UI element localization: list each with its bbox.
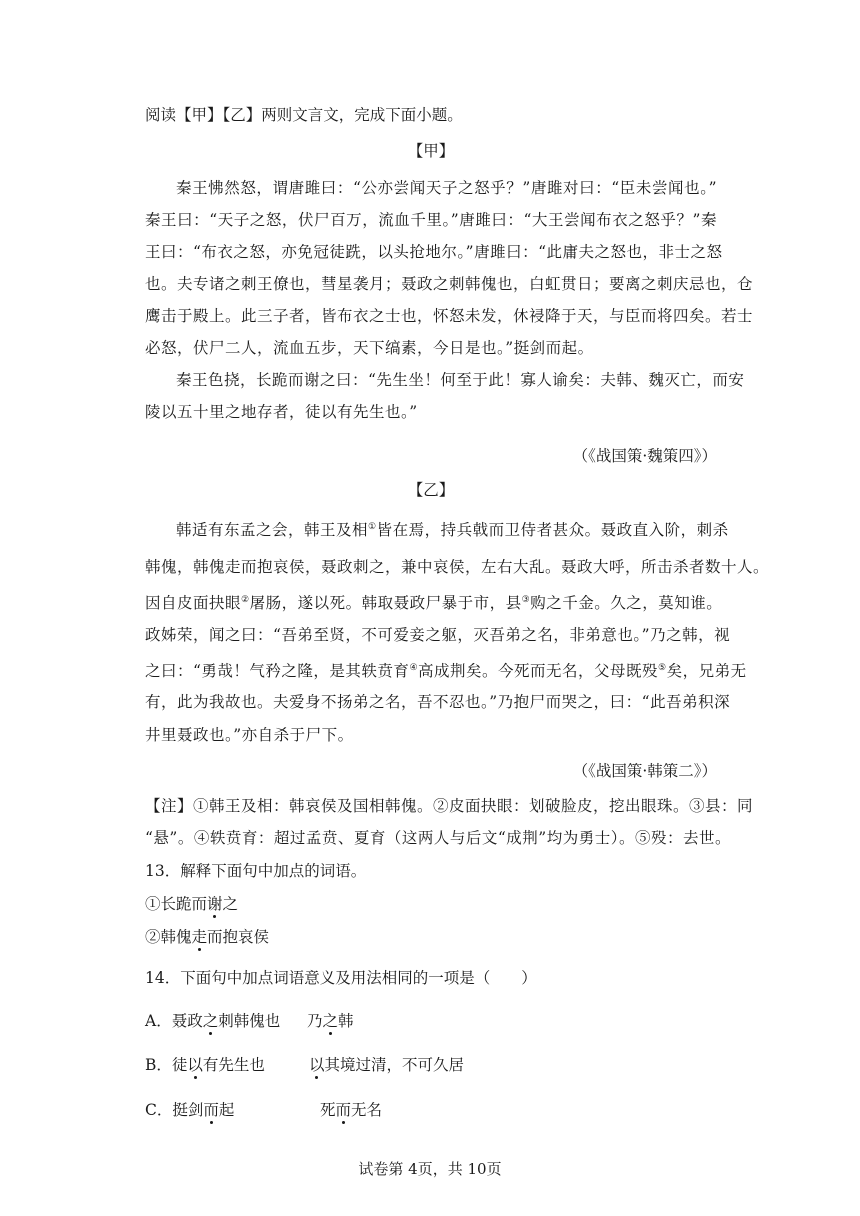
yi-line-2: 韩傀，韩傀走而抱哀侯，聂政刺之，兼中哀侯，左右大乱。聂政大呼，所击杀者数十人。 xyxy=(145,558,770,576)
yi-line-4: 政姊荣，闻之曰：“吾弟至贤，不可爱妾之躯，灭吾弟之名，非弟意也。”乃之韩，视 xyxy=(145,626,731,644)
yi-line-7: 井里聂政也。”亦自杀于尸下。 xyxy=(145,726,354,744)
option-a: A．聂政之刺韩傀也 xyxy=(145,1012,281,1030)
option-c-sentence-2: 死而无名 xyxy=(320,1101,383,1119)
notes-line: “悬”。④轶贲育：超过孟贲、夏育（这两人与后文“成荆”均为勇士）。⑤殁：去世。 xyxy=(145,829,731,847)
footnote-marker: ⑤ xyxy=(658,663,667,673)
dotted-word: 谢 xyxy=(207,895,223,913)
footnote-marker: ① xyxy=(368,522,377,532)
jia-line: 鹰击于殿上。此三子者，皆布衣之士也，怀怒未发，休祲降于天，与臣而将四矣。若士 xyxy=(145,307,754,325)
dotted-word: 走 xyxy=(191,928,208,946)
question-13-stem: 13．解释下面句中加点的词语。 xyxy=(145,862,367,880)
yi-line-3: 因自皮面抉眼②屠肠，遂以死。韩取聂政尸暴于市，县③购之千金。久之，莫知谁。 xyxy=(145,594,723,613)
footnote-marker: ④ xyxy=(409,663,419,673)
question-14-stem: 14．下面句中加点词语意义及用法相同的一项是（ ） xyxy=(145,969,537,987)
dotted-word: 以 xyxy=(187,1056,203,1074)
dotted-word: 之 xyxy=(322,1012,339,1030)
jia-line: 陵以五十里之地存者，徒以有先生也。” xyxy=(145,403,418,421)
yi-line-1: 韩适有东孟之会，韩王及相①皆在焉，持兵戟而卫侍者甚众。聂政直入阶，刺杀 xyxy=(176,521,729,540)
option-b: B．徒以有先生也 xyxy=(145,1056,265,1074)
option-c: C．挺剑而起 xyxy=(145,1101,235,1119)
jia-line: 王曰：“布衣之怒，亦免冠徒跣，以头抢地尔。”唐雎曰：“此庸夫之怒也，非士之怒 xyxy=(145,243,723,261)
jia-source: （《战国策·魏策四》） xyxy=(572,447,717,465)
yi-source: （《战国策·韩策二》） xyxy=(572,762,717,780)
footnote-marker: ③ xyxy=(521,595,531,605)
option-a-sentence-2: 乃之韩 xyxy=(307,1012,354,1030)
question-13-item-1: ①长跪而谢之 xyxy=(145,895,239,913)
dotted-word: 而 xyxy=(203,1101,219,1119)
jia-line: 秦王色挠，长跪而谢之曰：“先生坐！何至于此！寡人谕矣：夫韩、魏灭亡，而安 xyxy=(176,371,745,389)
jia-line: 也。夫专诸之刺王僚也，彗星袭月；聂政之刺韩傀也，白虹贯日；要离之刺庆忌也，仓 xyxy=(145,275,754,293)
footnote-marker: ② xyxy=(241,595,250,605)
reading-instruction: 阅读【甲】【乙】两则文言文，完成下面小题。 xyxy=(145,106,463,124)
jia-line: 必怒，伏尸二人，流血五步，天下缟素，今日是也。”挺剑而起。 xyxy=(145,339,594,357)
dotted-word: 而 xyxy=(335,1101,352,1119)
yi-heading: 【乙】 xyxy=(407,481,455,499)
page-footer: 试卷第 4页，共 10页 xyxy=(358,1160,502,1178)
option-b-sentence-2: 以其境过清，不可久居 xyxy=(309,1056,465,1074)
question-13-item-2: ②韩傀走而抱哀侯 xyxy=(145,928,270,946)
dotted-word: 之 xyxy=(202,1012,219,1030)
jia-heading: 【甲】 xyxy=(407,142,455,160)
jia-line: 秦王曰：“天子之怒，伏尸百万，流血千里。”唐雎曰：“大王尝闻布衣之怒乎？”秦 xyxy=(145,211,717,229)
jia-line: 秦王怫然怒，谓唐雎曰：“公亦尝闻天子之怒乎？”唐雎对曰：“臣未尝闻也。” xyxy=(176,179,717,197)
notes-line: 【注】①韩王及相：韩哀侯及国相韩傀。②皮面抉眼：划破脸皮，挖出眼珠。③县：同 xyxy=(145,797,754,815)
yi-line-6: 有，此为我故也。夫爱身不扬弟之名，吾不忍也。”乃抱尸而哭之，曰：“此吾弟积深 xyxy=(145,693,731,711)
yi-line-5: 之曰：“勇哉！气矜之隆，是其轶贲育④高成荆矣。今死而无名，父母既殁⑤矣，兄弟无 xyxy=(145,662,747,681)
dotted-word: 以 xyxy=(309,1056,325,1074)
